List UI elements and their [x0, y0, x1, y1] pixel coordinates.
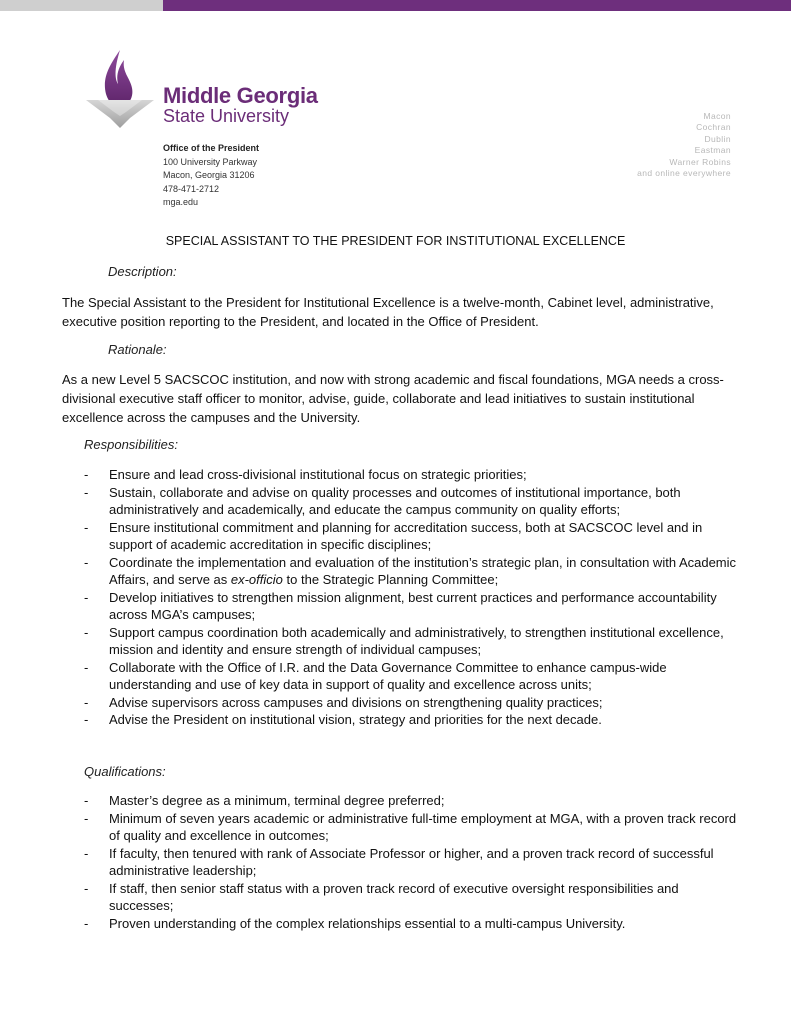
bullet-dash: -: [84, 554, 89, 570]
list-item-text-end: to the Strategic Planning Committee;: [282, 572, 499, 587]
bullet-dash: -: [84, 467, 89, 482]
list-item: [84, 554, 744, 589]
list-item: [84, 519, 744, 554]
flame-logo-icon: [84, 48, 156, 132]
list-item: [84, 694, 744, 712]
list-item: [84, 624, 744, 659]
top-color-bar: [0, 0, 791, 11]
bullet-dash: -: [84, 712, 89, 727]
responsibilities-heading: Responsibilities:: [84, 437, 178, 452]
list-item: [84, 792, 744, 810]
address-city: Macon, Georgia 31206: [163, 170, 255, 180]
list-item: [84, 659, 744, 694]
bullet-dash: -: [84, 845, 89, 861]
address-phone: 478-471-2712: [163, 183, 220, 194]
location-warner-robins: Warner Robins: [669, 156, 731, 167]
office-address-block: [163, 142, 259, 210]
list-item-text: Master’s degree as a minimum, terminal degree preferred;: [109, 793, 445, 808]
list-item-text: Develop initiatives to strengthen mission alignment, best current practices and performance accountability across MGA’s campuses;: [109, 589, 717, 622]
bullet-dash: -: [84, 589, 89, 605]
list-item-text: Support campus coordination both academically and administratively, to strengthen institutional excellence, mission and identity and ensure strength of individual campuses;: [109, 624, 724, 657]
brand-name-line1: Middle Georgia: [163, 83, 318, 108]
location-macon: Macon: [703, 111, 731, 121]
document-title: SPECIAL ASSISTANT TO THE PRESIDENT FOR INSTITUTIONAL EXCELLENCE: [165, 234, 626, 248]
qualifications-heading: Qualifications:: [84, 764, 166, 779]
list-item-text: Advise supervisors across campuses and divisions on strengthening quality practices;: [109, 694, 603, 710]
bullet-dash: -: [84, 519, 89, 535]
list-item-text: Ensure and lead cross-divisional institutional focus on strategic priorities;: [109, 467, 527, 482]
list-item: [84, 466, 744, 484]
list-item: [84, 845, 744, 880]
bullet-dash: -: [84, 810, 89, 826]
bullet-dash: -: [84, 880, 89, 896]
ex-officio-term: ex-officio: [230, 572, 283, 587]
brand-name-line2: State University: [163, 106, 290, 126]
list-item: [84, 880, 744, 915]
list-item: [84, 711, 744, 729]
rationale-heading: Rationale:: [108, 342, 167, 357]
location-eastman: Eastman: [694, 145, 731, 156]
responsibilities-list: [84, 466, 744, 729]
top-bar-grey-segment: [0, 0, 163, 11]
list-item-text: If faculty, then tenured with rank of Associate Professor or higher, and a proven track record of successful administrative leadership;: [109, 845, 714, 878]
bullet-dash: -: [84, 915, 89, 931]
list-item-text-start: Coordinate the implementation and evaluation of the institution’s strategic plan, in consultation with Academic Affairs, and serve as: [109, 554, 737, 587]
list-item-text: Advise the President on institutional vision, strategy and priorities for the next decade.: [109, 712, 602, 727]
list-item: [84, 810, 744, 845]
list-item-text: Ensure institutional commitment and planning for accreditation success, both at SACSCOC level and in support of academic accreditation in specific disciplines;: [109, 519, 703, 552]
office-title: Office of the President: [163, 143, 260, 153]
description-heading: Description:: [108, 264, 177, 279]
bullet-dash: -: [84, 659, 89, 675]
rationale-paragraph: As a new Level 5 SACSCOC institution, and now with strong academic and fiscal foundations, MGA needs a cross-divisional executive staff officer to monitor, advise, guide, collaborate and lead initiatives to sustain institutional excellence across the campuses and the University.: [62, 372, 724, 425]
bullet-dash: -: [84, 624, 89, 640]
bullet-dash: -: [84, 793, 89, 808]
list-item-text: Proven understanding of the complex relationships essential to a multi-campus University.: [109, 915, 626, 931]
bullet-dash: -: [84, 694, 89, 710]
campus-locations: [637, 111, 731, 179]
top-bar-purple-segment: [163, 0, 791, 11]
list-item: [84, 915, 744, 933]
qualifications-list: [84, 792, 744, 932]
list-item-text: Minimum of seven years academic or administrative full-time employment at MGA, with a proven track record of quality and excellence in outcomes;: [109, 810, 737, 843]
address-street: 100 University Parkway: [163, 156, 258, 167]
list-item: [84, 484, 744, 519]
bullet-dash: -: [84, 484, 89, 500]
description-paragraph: The Special Assistant to the President for Institutional Excellence is a twelve-month, Cabinet level, administrative, executive position reporting to the President, and located in the Office of President.: [62, 295, 714, 329]
location-online: and online everywhere: [637, 168, 731, 179]
location-cochran: Cochran: [696, 122, 731, 133]
list-item: [84, 589, 744, 624]
location-dublin: Dublin: [704, 133, 731, 144]
list-item-text: Sustain, collaborate and advise on quality processes and outcomes of institutional importance, both administratively and academically, and educate the campus community on quality efforts;: [109, 484, 681, 517]
list-item-text: If staff, then senior staff status with a proven track record of executive oversight responsibilities and successes;: [109, 880, 679, 913]
address-website: mga.edu: [163, 197, 199, 207]
list-item-text: Collaborate with the Office of I.R. and the Data Governance Committee to enhance campus-wide understanding and use of key data in support of quality and excellence across units;: [109, 659, 667, 692]
